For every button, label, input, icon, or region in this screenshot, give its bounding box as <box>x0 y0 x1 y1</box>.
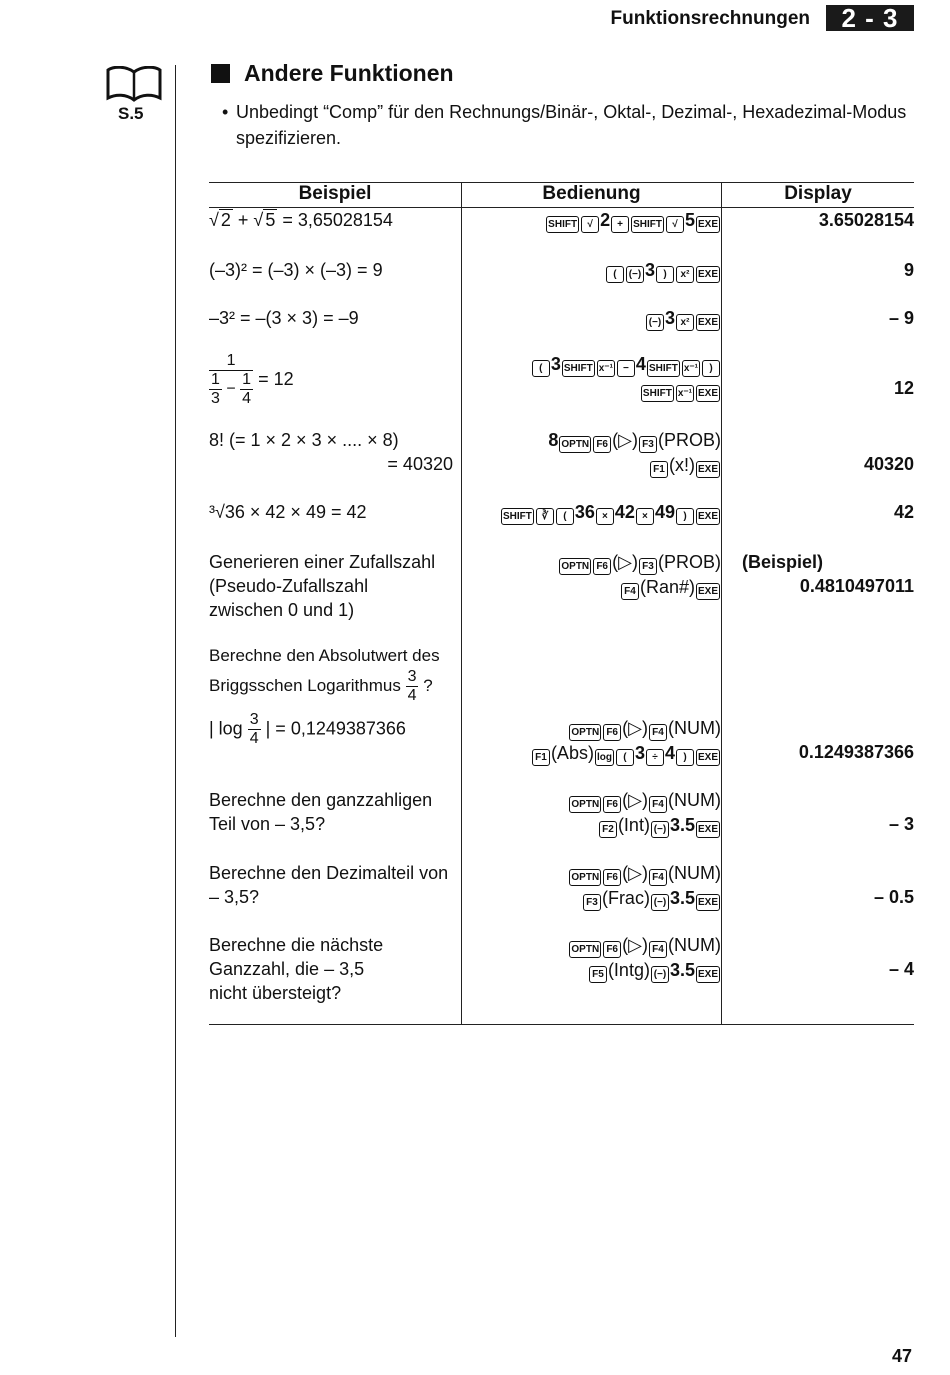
example-line: Generieren einer Zufallszahl <box>209 551 436 572</box>
table-row <box>209 788 914 861</box>
example-cell: √ 2 + √ 5 = 3,65028154 <box>209 208 462 258</box>
optn-key-icon: OPTN <box>569 796 601 813</box>
exe-key-icon: EXE <box>696 894 720 911</box>
table-row <box>209 933 914 1025</box>
inverse-key-icon: x⁻¹ <box>597 360 615 377</box>
display-cell <box>722 644 915 788</box>
next-menu-icon: (▷) <box>622 717 649 738</box>
table-row <box>209 644 914 788</box>
f6-key-icon: F6 <box>603 724 621 741</box>
sqrt-key-icon: √ <box>666 216 684 233</box>
section-title-text: Andere Funktionen <box>244 60 454 86</box>
f6-key-icon: F6 <box>593 558 611 575</box>
page-number: 47 <box>892 1346 913 1366</box>
section-title <box>211 60 454 87</box>
f4-key-icon: F4 <box>649 724 667 741</box>
example-result: | = 0,1249387366 <box>265 717 406 738</box>
running-header-title: Funktionsrechnungen <box>610 8 810 29</box>
bullet-note <box>222 99 912 151</box>
display-cell: 3.65028154 <box>818 210 914 230</box>
example-line: Ganzzahl, die – 3,5 <box>209 958 365 979</box>
example-line: Berechne die nächste <box>209 934 384 955</box>
example-line: Berechne den Dezimalteil von <box>209 862 449 883</box>
example-cell: –3² = –(3 × 3) = –9 <box>209 306 462 352</box>
display-value: – 4 <box>888 958 914 979</box>
display-cell: 42 <box>893 501 914 522</box>
f1-key-icon: F1 <box>532 749 550 766</box>
cube-root-key-icon: ∛ <box>536 508 554 525</box>
example-line: Briggsschen Logarithmus <box>209 675 401 695</box>
menu-label: (PROB) <box>658 551 721 572</box>
col-header-display: Display <box>722 183 915 208</box>
optn-key-icon: OPTN <box>569 869 601 886</box>
neg-key-icon: (−) <box>651 821 669 838</box>
neg-key-icon: (−) <box>651 894 669 911</box>
log-key-icon: log <box>595 749 614 766</box>
menu-label: (Ran#) <box>639 576 695 597</box>
f5-key-icon: F5 <box>589 966 607 983</box>
example-line: – 3,5? <box>209 886 260 907</box>
table-header-row <box>209 183 914 208</box>
f6-key-icon: F6 <box>603 796 621 813</box>
neg-key-icon: (−) <box>646 314 664 331</box>
rpar-key-icon: ) <box>676 749 694 766</box>
f3-key-icon: F3 <box>639 436 657 453</box>
display-note: (Beispiel) <box>742 551 824 572</box>
menu-label: (NUM) <box>668 717 721 738</box>
example-line: 8! (= 1 × 2 × 3 × .... × 8) <box>209 429 399 450</box>
next-menu-icon: (▷) <box>612 551 638 572</box>
display-cell <box>722 428 915 500</box>
col-header-operation: Bedienung <box>462 183 722 208</box>
rpar-key-icon: ) <box>676 508 694 525</box>
shift-key-icon: SHIFT <box>631 216 664 233</box>
next-menu-icon: (▷) <box>622 934 649 955</box>
display-cell <box>722 352 915 428</box>
example-cell: ³√36 × 42 × 49 = 42 <box>209 500 462 550</box>
display-cell: – 9 <box>888 307 914 328</box>
exe-key-icon: EXE <box>696 821 720 838</box>
display-cell <box>722 550 915 644</box>
operation-cell: OPTN F6 (▷) F4 (NUM) F2 (Int) (−) 3.5 EXE <box>462 788 722 861</box>
book-icon <box>106 66 162 104</box>
bullet-text: Unbedingt “Comp” für den Rechnungs/Binär-, Oktal-, Dezimal-, Hexadezimal-Modus spezifizieren. <box>236 102 907 148</box>
f4-key-icon: F4 <box>649 869 667 886</box>
optn-key-icon: OPTN <box>569 724 601 741</box>
f2-key-icon: F2 <box>599 821 617 838</box>
example-cell <box>209 788 462 861</box>
operation-cell: ( (−) 3 ) x² EXE <box>462 258 722 306</box>
menu-label: (Frac) <box>601 887 650 908</box>
display-value: 0.1249387366 <box>798 741 914 762</box>
operation-cell: OPTN F6 (▷) F4 (NUM) F5 (Intg) (−) 3.5 EXE <box>462 933 722 1025</box>
exe-key-icon: EXE <box>696 966 720 983</box>
display-value: 12 <box>893 377 914 398</box>
f6-key-icon: F6 <box>603 941 621 958</box>
operation-cell: SHIFT √ 2 + SHIFT √ 5 EXE <box>462 208 722 258</box>
next-menu-icon: (▷) <box>622 862 649 883</box>
col-header-example: Beispiel <box>209 183 462 208</box>
operation-cell: OPTN F6 (▷) F4 (NUM) F1 (Abs) log ( 3 ÷ 4 ) EXE <box>462 644 722 788</box>
display-value: – 0.5 <box>873 886 914 907</box>
operation-cell: 8 OPTN F6 (▷) F3 (PROB) F1 (x!) EXE <box>462 428 722 500</box>
menu-label: (Abs) <box>550 742 594 763</box>
f6-key-icon: F6 <box>603 869 621 886</box>
function-table <box>209 182 914 1025</box>
display-value: 0.4810497011 <box>799 575 914 596</box>
f4-key-icon: F4 <box>621 583 639 600</box>
table-row <box>209 550 914 644</box>
minus-key-icon: − <box>617 360 635 377</box>
bullet-dot-icon: • <box>222 102 229 122</box>
exe-key-icon: EXE <box>696 216 720 233</box>
menu-label: (x!) <box>668 454 695 475</box>
table-row <box>209 208 914 258</box>
table-row <box>209 258 914 306</box>
next-menu-icon: (▷) <box>622 789 649 810</box>
optn-key-icon: OPTN <box>559 436 591 453</box>
display-cell <box>722 861 915 933</box>
inverse-key-icon: x⁻¹ <box>676 385 694 402</box>
display-value: – 3 <box>888 813 914 834</box>
example-cell <box>209 428 462 500</box>
example-cell: Berechne den Absolutwert des Briggsschen Logarithmus $\frac{3}{4}$ ? | log $\frac{3}{4}$ | = 0,1249387366 <box>209 644 462 788</box>
menu-label: (PROB) <box>658 429 721 450</box>
times-key-icon: × <box>636 508 654 525</box>
menu-label: (Intg) <box>607 959 650 980</box>
shift-key-icon: SHIFT <box>562 360 595 377</box>
example-line: Berechne den Absolutwert des <box>209 645 440 665</box>
square-key-icon: x² <box>676 266 694 283</box>
display-cell <box>722 788 915 861</box>
operation-cell: ( 3 SHIFT x⁻¹ − 4 SHIFT x⁻¹ ) SHIFT x⁻¹ EXE <box>462 352 722 428</box>
f1-key-icon: F1 <box>650 461 668 478</box>
f4-key-icon: F4 <box>649 941 667 958</box>
lpar-key-icon: ( <box>606 266 624 283</box>
rpar-key-icon: ) <box>702 360 720 377</box>
margin-rule <box>175 65 176 1337</box>
example-line: nicht übersteigt? <box>209 982 342 1003</box>
page-reference: S.5 <box>118 104 144 123</box>
display-value: 40320 <box>863 453 914 474</box>
shift-key-icon: SHIFT <box>647 360 680 377</box>
square-key-icon: x² <box>676 314 694 331</box>
exe-key-icon: EXE <box>696 385 720 402</box>
exe-key-icon: EXE <box>696 266 720 283</box>
example-result: = 12 <box>258 368 294 389</box>
example-cell <box>209 550 462 644</box>
section-badge: 2 - 3 <box>826 5 914 31</box>
example-line: Berechne den ganzzahligen <box>209 789 433 810</box>
menu-label: (NUM) <box>668 789 721 810</box>
f3-key-icon: F3 <box>639 558 657 575</box>
example-line: (Pseudo-Zufallszahl <box>209 575 369 596</box>
example-cell: 1 $\frac{1}{3}$ − $\frac{1}{4}$ = 12 <box>209 352 462 428</box>
inverse-key-icon: x⁻¹ <box>682 360 700 377</box>
operation-cell: (−) 3 x² EXE <box>462 306 722 352</box>
neg-key-icon: (−) <box>626 266 644 283</box>
exe-key-icon: EXE <box>696 314 720 331</box>
lpar-key-icon: ( <box>616 749 634 766</box>
example-cell <box>209 861 462 933</box>
rpar-key-icon: ) <box>656 266 674 283</box>
shift-key-icon: SHIFT <box>641 385 674 402</box>
neg-key-icon: (−) <box>651 966 669 983</box>
operation-cell <box>462 550 722 644</box>
example-line: = 40320 <box>387 453 453 474</box>
shift-key-icon: SHIFT <box>501 508 534 525</box>
f6-key-icon: F6 <box>593 436 611 453</box>
shift-key-icon: SHIFT <box>546 216 579 233</box>
sqrt-key-icon: √ <box>581 216 599 233</box>
example-cell: (–3)² = (–3) × (–3) = 9 <box>209 258 462 306</box>
example-cell <box>209 933 462 1025</box>
optn-key-icon: OPTN <box>569 941 601 958</box>
divide-key-icon: ÷ <box>646 749 664 766</box>
exe-key-icon: EXE <box>696 583 720 600</box>
times-key-icon: × <box>596 508 614 525</box>
operation-cell: OPTN F6 (▷) F4 (NUM) F3 (Frac) (−) 3.5 EXE <box>462 861 722 933</box>
exe-key-icon: EXE <box>696 749 720 766</box>
plus-key-icon: + <box>611 216 629 233</box>
display-cell <box>722 933 915 1025</box>
example-line: Teil von – 3,5? <box>209 813 326 834</box>
display-cell: 9 <box>903 259 914 280</box>
menu-label: (Int) <box>617 814 650 835</box>
lpar-key-icon: ( <box>556 508 574 525</box>
lpar-key-icon: ( <box>532 360 550 377</box>
f4-key-icon: F4 <box>649 796 667 813</box>
table-row <box>209 352 914 428</box>
f3-key-icon: F3 <box>583 894 601 911</box>
example-line: zwischen 0 und 1) <box>209 599 355 620</box>
menu-label: (NUM) <box>668 934 721 955</box>
operation-cell: SHIFT ∛ ( 36 × 42 × 49 ) EXE <box>462 500 722 550</box>
square-bullet-icon <box>211 64 230 83</box>
table-row <box>209 500 914 550</box>
next-menu-icon: (▷) <box>612 429 638 450</box>
table-row <box>209 428 914 500</box>
optn-key-icon: OPTN <box>559 558 591 575</box>
table-row <box>209 306 914 352</box>
exe-key-icon: EXE <box>696 461 720 478</box>
table-row <box>209 861 914 933</box>
menu-label: (NUM) <box>668 862 721 883</box>
exe-key-icon: EXE <box>696 508 720 525</box>
